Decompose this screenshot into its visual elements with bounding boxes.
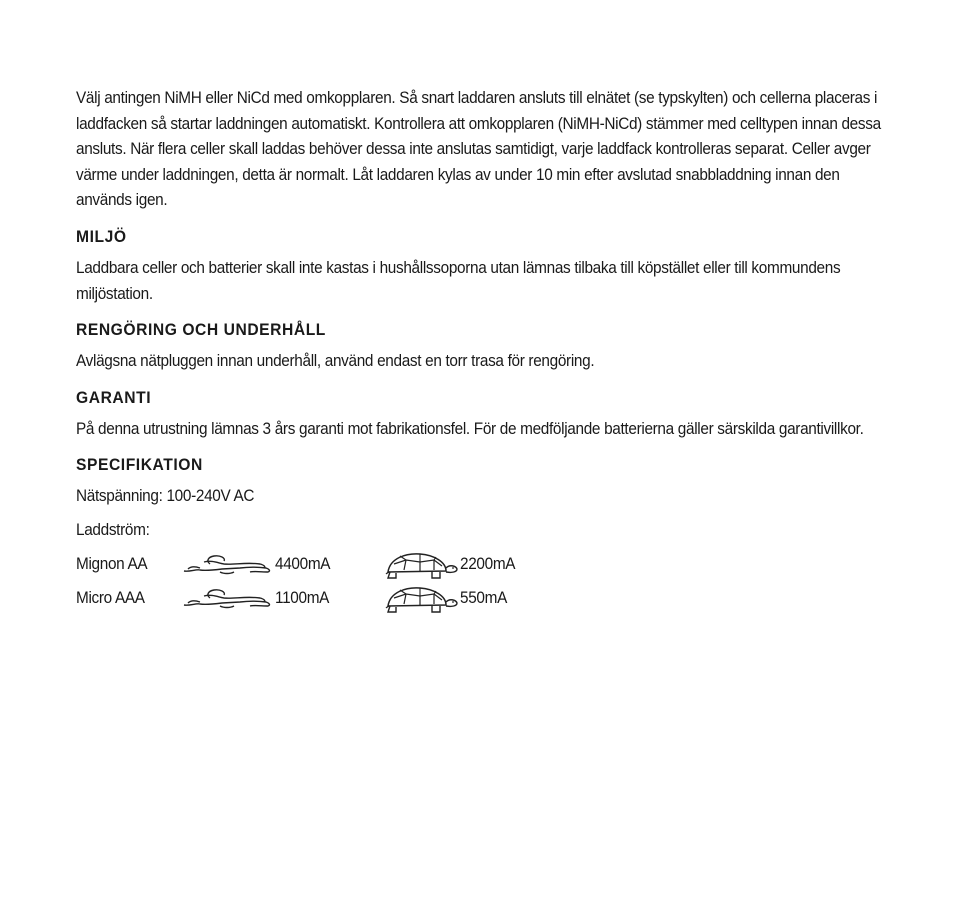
slow-current-value: 2200mA (460, 555, 516, 574)
heading-miljo: MILJÖ (76, 226, 127, 246)
manual-page (76, 86, 886, 620)
voltage-spec: Nätspänning: 100-240V AC (76, 487, 255, 506)
intro-paragraph: Välj antingen NiMH eller NiCd med omkopplaren. Så snart laddaren ansluts till elnätet (se typskylten) och cellerna placeras i laddfacken så startar laddningen automatiskt. Kontrollera att omkopplaren (NiMH-NiCd) stämmer med celltypen innan dessa ansluts. När flera celler skall laddas behöver dessa inte anslutas samtidigt, varje laddfack kontrolleras separat. Celler avger värme under laddningen, detta är normalt. Låt laddaren kylas av under 10 min efter avslutad snabbladdning innan den används igen. (76, 89, 881, 210)
slow-current-value: 550mA (460, 589, 507, 608)
charge-row-aa (76, 552, 886, 586)
heading-garanti: GARANTI (76, 387, 152, 407)
heading-specifikation: SPECIFIKATION (76, 455, 203, 475)
current-label: Laddström: (76, 521, 150, 540)
hare-icon (180, 584, 272, 617)
cell-type-label: Micro AAA (76, 589, 145, 608)
heading-rengoring: RENGÖRING OCH UNDERHÅLL (76, 320, 326, 340)
miljo-paragraph: Laddbara celler och batterier skall inte kastas i hushållssoporna utan lämnas tilbaka till köpstället eller till kommundens miljöstation. (76, 258, 841, 303)
fast-current-value: 1100mA (275, 589, 330, 608)
rengoring-paragraph: Avlägsna nätpluggen innan underhåll, använd endast en torr trasa för rengöring. (76, 352, 595, 371)
turtle-icon (384, 584, 460, 621)
charge-row-aaa (76, 586, 886, 620)
garanti-paragraph: På denna utrustning lämnas 3 års garanti mot fabrikationsfel. För de medföljande batterierna gäller särskilda garantivillkor. (76, 419, 864, 438)
hare-icon (180, 550, 272, 583)
turtle-icon (384, 550, 460, 587)
fast-current-value: 4400mA (275, 555, 331, 574)
cell-type-label: Mignon AA (76, 555, 148, 574)
